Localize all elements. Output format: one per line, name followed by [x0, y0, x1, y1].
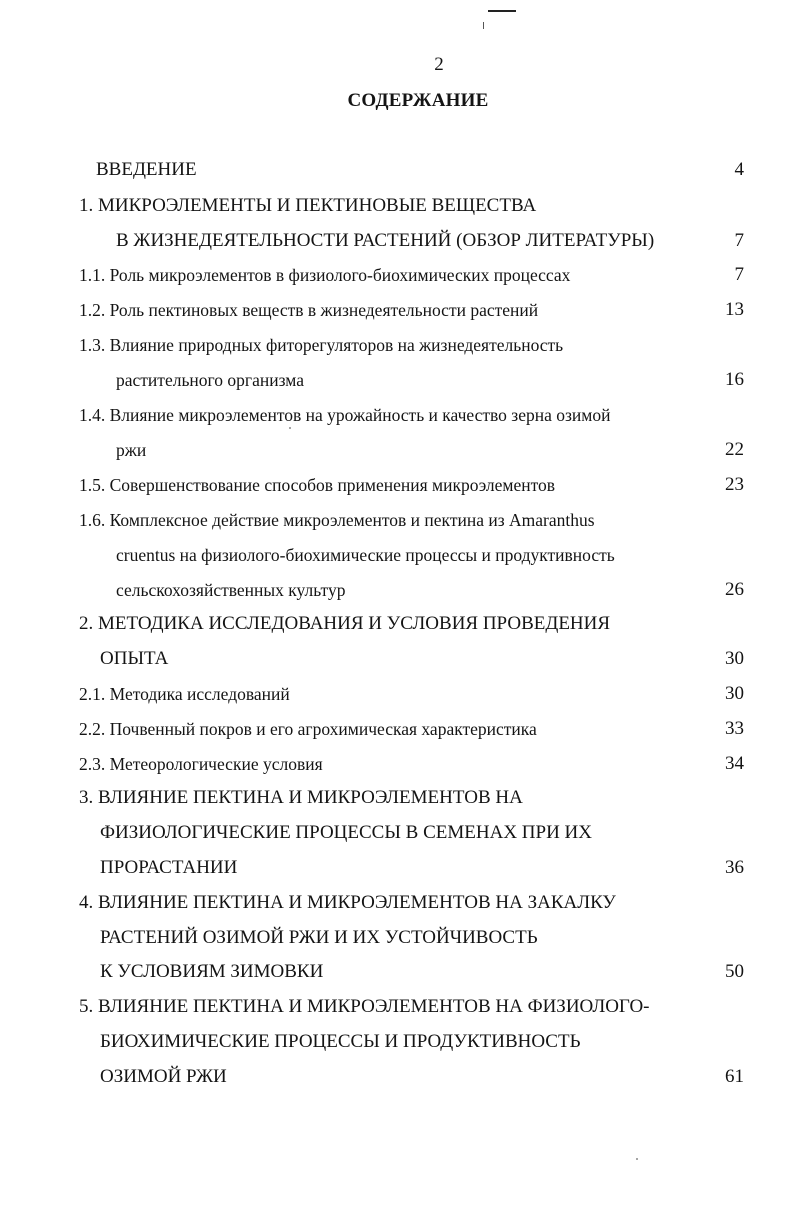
toc-entry-chapter-2	[0, 612, 797, 646]
toc-entry-page: 30	[725, 648, 744, 669]
toc-entry-page: 22	[725, 439, 744, 460]
toc-entry-title: К УСЛОВИЯМ ЗИМОВКИ	[100, 961, 324, 982]
toc-entry-title: 5. ВЛИЯНИЕ ПЕКТИНА И МИКРОЭЛЕМЕНТОВ НА ФИЗИОЛОГО-	[79, 996, 650, 1017]
toc-entry-title: 1.6. Комплексное действие микроэлементов и пектина из Amaranthus	[79, 510, 595, 530]
toc-entry-title: 1. МИКРОЭЛЕМЕНТЫ И ПЕКТИНОВЫЕ ВЕЩЕСТВА	[79, 195, 537, 216]
toc-entry-section-1-2	[0, 298, 797, 332]
toc-entry-page: 16	[725, 369, 744, 390]
toc-entry-chapter-5-cont	[0, 1030, 797, 1064]
scan-speck	[636, 1158, 638, 1160]
toc-entry-chapter-3-cont-2	[0, 856, 797, 890]
toc-entry-section-1-4-cont	[0, 438, 797, 472]
toc-entry-page: 4	[734, 159, 744, 180]
toc-entry-title: cruentus на физиолого-биохимические процессы и продуктивность	[116, 545, 615, 565]
toc-entry-page: 7	[734, 230, 744, 251]
toc-entry-page: 23	[725, 474, 744, 495]
page-title: СОДЕРЖАНИЕ	[347, 90, 489, 111]
toc-entry-chapter-2-cont	[0, 647, 797, 681]
toc-entry-title: ОЗИМОЙ РЖИ	[100, 1066, 227, 1087]
toc-entry-title: 1.5. Совершенствование способов применения микроэлементов	[79, 475, 556, 495]
toc-entry-title: ОПЫТА	[100, 648, 169, 669]
toc-entry-chapter-1-cont	[0, 229, 797, 263]
toc-entry-section-1-3-cont	[0, 368, 797, 402]
toc-entry-chapter-1	[0, 194, 797, 228]
toc-entry-title: 4. ВЛИЯНИЕ ПЕКТИНА И МИКРОЭЛЕМЕНТОВ НА ЗАКАЛКУ	[79, 892, 616, 913]
toc-entry-section-1-1	[0, 263, 797, 297]
toc-entry-chapter-5-cont-2	[0, 1065, 797, 1099]
toc-entry-section-1-6-cont-2	[0, 578, 797, 612]
toc-entry-title: В ЖИЗНЕДЕЯТЕЛЬНОСТИ РАСТЕНИЙ (ОБЗОР ЛИТЕРАТУРЫ)	[116, 230, 655, 251]
toc-entry-section-1-4	[0, 403, 797, 437]
toc-entry-title: 2.2. Почвенный покров и его агрохимическая характеристика	[79, 719, 537, 739]
toc-entry-title: ВВЕДЕНИЕ	[96, 159, 197, 180]
toc-entry-title: 3. ВЛИЯНИЕ ПЕКТИНА И МИКРОЭЛЕМЕНТОВ НА	[79, 787, 523, 808]
toc-entry-introduction	[0, 158, 797, 192]
toc-entry-page: 26	[725, 579, 744, 600]
toc-entry-title: растительного организма	[116, 370, 304, 390]
toc-entry-chapter-4-cont	[0, 926, 797, 960]
toc-entry-chapter-3-cont	[0, 821, 797, 855]
toc-entry-page: 36	[725, 857, 744, 878]
toc-entry-title: БИОХИМИЧЕСКИЕ ПРОЦЕССЫ И ПРОДУКТИВНОСТЬ	[100, 1031, 581, 1052]
toc-entry-title: ФИЗИОЛОГИЧЕСКИЕ ПРОЦЕССЫ В СЕМЕНАХ ПРИ ИХ	[100, 822, 592, 843]
toc-entry-page: 33	[725, 718, 744, 739]
toc-entry-page: 30	[725, 683, 744, 704]
toc-entry-page: 13	[725, 299, 744, 320]
toc-entry-chapter-3	[0, 786, 797, 820]
scan-speck	[289, 427, 291, 429]
toc-entry-chapter-5	[0, 995, 797, 1029]
toc-entry-section-1-3	[0, 333, 797, 367]
toc-entry-title: ПРОРАСТАНИИ	[100, 857, 238, 878]
toc-entry-chapter-4	[0, 891, 797, 925]
toc-entry-title: ржи	[116, 440, 147, 460]
toc-entry-title: 2. МЕТОДИКА ИССЛЕДОВАНИЯ И УСЛОВИЯ ПРОВЕДЕНИЯ	[79, 613, 611, 634]
toc-entry-title: 1.2. Роль пектиновых веществ в жизнедеятельности растений	[79, 300, 539, 320]
toc-entry-chapter-4-cont-2	[0, 960, 797, 994]
toc-entry-section-1-6	[0, 508, 797, 542]
toc-entry-page: 61	[725, 1066, 744, 1087]
toc-entry-section-2-1	[0, 682, 797, 716]
toc-entry-title: сельскохозяйственных культур	[116, 580, 346, 600]
toc-entry-page: 50	[725, 961, 744, 982]
toc-entry-title: 1.3. Влияние природных фиторегуляторов на жизнедеятельность	[79, 335, 564, 355]
page-number: 2	[434, 54, 444, 75]
toc-entry-page: 34	[725, 753, 744, 774]
toc-entry-page: 7	[734, 264, 744, 285]
toc-entry-title: 2.3. Метеорологические условия	[79, 754, 323, 774]
toc-entry-title: РАСТЕНИЙ ОЗИМОЙ РЖИ И ИХ УСТОЙЧИВОСТЬ	[100, 927, 538, 948]
toc-entry-title: 1.4. Влияние микроэлементов на урожайность и качество зерна озимой	[79, 405, 611, 425]
toc-entry-section-2-2	[0, 717, 797, 751]
toc-entry-section-1-5	[0, 473, 797, 507]
toc-entry-title: 1.1. Роль микроэлементов в физиолого-биохимических процессах	[79, 265, 571, 285]
toc-entry-title: 2.1. Методика исследований	[79, 684, 290, 704]
toc-entry-section-1-6-cont	[0, 543, 797, 577]
toc-entry-section-2-3	[0, 752, 797, 786]
